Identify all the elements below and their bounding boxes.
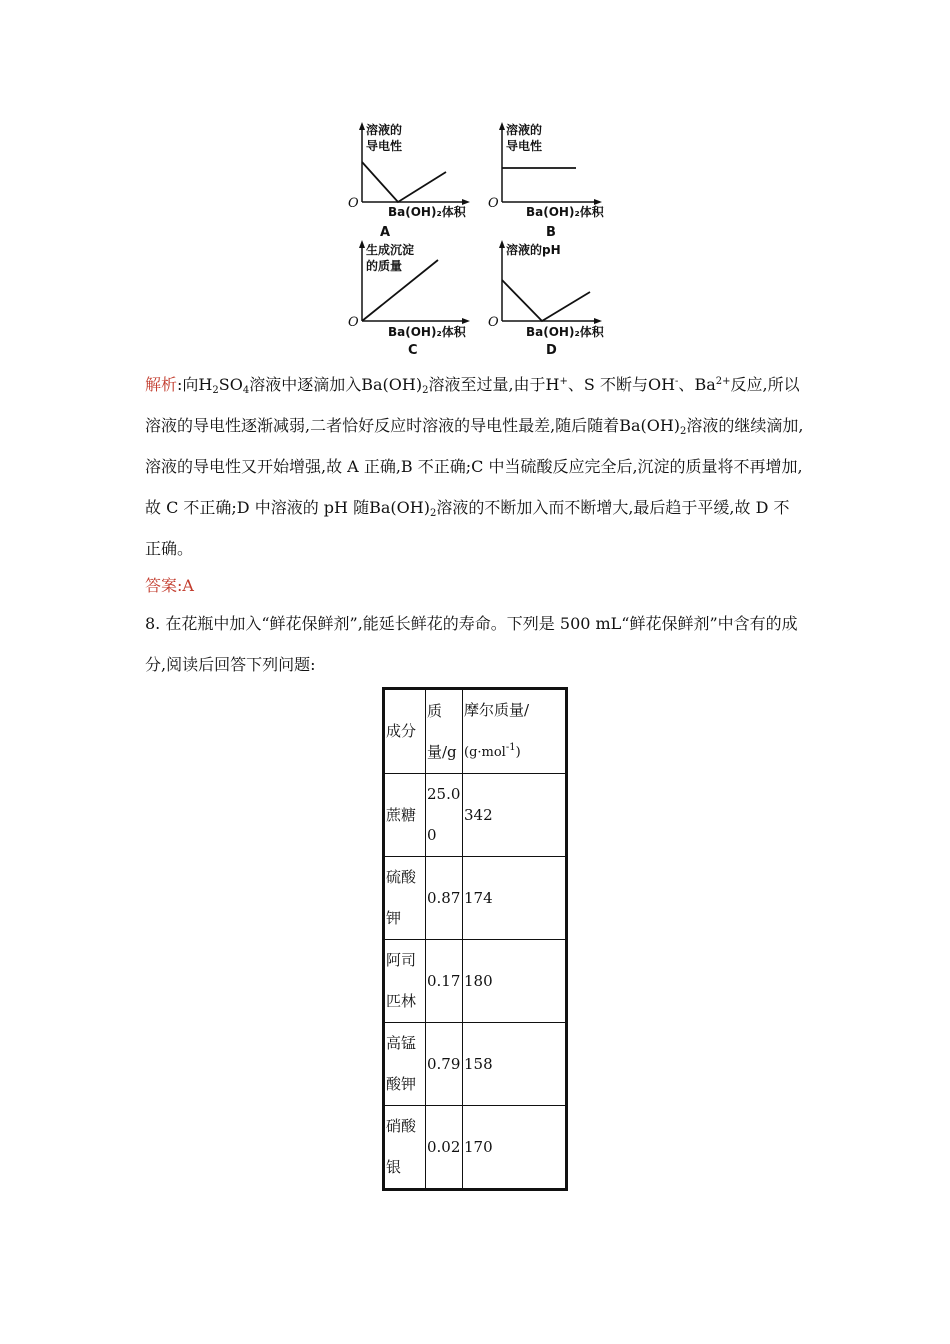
- graph-d: [488, 242, 605, 358]
- formula-subscript: 2: [422, 385, 429, 396]
- graph-c-ylabel-2: 的质量: [366, 259, 403, 273]
- ion-charge: 2+: [715, 376, 731, 387]
- header-mass: 质量/g: [426, 689, 463, 774]
- analysis-text: 溶液的继续滴加,溶液的导电性又开始增强,故 A 正确,B 不正确;C 中当硫酸反应完全后,沉淀的质量将不再增加,故 C 不正确;D 中溶液的 pH 随: [145, 416, 804, 517]
- analysis-text: 溶液的不断加入而不断增大,最后趋于平缓,故 D 不正确。: [145, 498, 790, 558]
- graph-d-caption: D: [546, 343, 557, 358]
- graph-d-curve: [502, 280, 590, 321]
- graph-a-xlabel: Ba(OH)₂体积: [388, 205, 466, 219]
- table-row: [384, 1023, 567, 1106]
- header-molar-mass: [463, 689, 567, 774]
- ion-charge: +: [559, 376, 568, 387]
- graph-a-curve: [362, 162, 446, 202]
- formula-h2so4: SO: [218, 375, 243, 394]
- analysis-text: :向: [177, 375, 199, 394]
- unit-exponent: -1: [505, 742, 516, 753]
- graph-a-origin: O: [348, 196, 359, 211]
- formula-subscript: 2: [680, 426, 687, 437]
- formula-baoh2: Ba(OH): [619, 416, 681, 435]
- cell-name: 硝酸银: [384, 1106, 426, 1190]
- cell-name: 硫酸钾: [384, 857, 426, 940]
- formula-subscript: 2: [429, 508, 437, 519]
- analysis-text: 溶液中逐滴加入: [249, 375, 362, 394]
- graph-a: [348, 122, 467, 240]
- analysis-text: 溶液至过量,由于: [428, 375, 546, 394]
- table-row: [384, 940, 567, 1023]
- graph-c-xlabel: Ba(OH)₂体积: [388, 325, 466, 339]
- table-row: [384, 774, 567, 857]
- graph-a-ylabel-1: 溶液的: [366, 123, 403, 137]
- analysis-text: 反应,所以溶液的导电性逐渐减弱,二者恰好反应时溶液的导电性最差,随后随着: [145, 375, 800, 435]
- question-8: 8. 在花瓶中加入“鲜花保鲜剂”,能延长鲜花的寿命。下列是 500 mL“鲜花保鲜剂”中含有的成分,阅读后回答下列问题:: [145, 614, 798, 674]
- graph-b-ylabel-2: 导电性: [506, 139, 543, 153]
- formula-baoh2: Ba(OH): [369, 498, 430, 517]
- graph-b-caption: B: [546, 225, 556, 240]
- ion-ba: Ba: [694, 375, 716, 394]
- unit-text: (g·mol: [464, 745, 506, 760]
- answer-line: [145, 567, 805, 605]
- unit-close: ): [515, 745, 521, 760]
- cell-mass: 0.02: [426, 1106, 463, 1190]
- cell-mass: 0.79: [426, 1023, 463, 1106]
- cell-molar: 170: [463, 1106, 567, 1190]
- answer-choice-graphs: [340, 118, 610, 358]
- ingredient-table: [382, 687, 568, 1191]
- choice-graphs-figure: [340, 118, 610, 358]
- graph-b-xlabel: Ba(OH)₂体积: [526, 205, 604, 219]
- analysis-text: 、: [678, 375, 695, 394]
- graph-c-caption: C: [408, 343, 418, 358]
- graph-b-origin: O: [488, 196, 499, 211]
- header-component: 成分: [384, 689, 426, 774]
- formula-subscript: 4: [242, 385, 250, 396]
- table-row: [384, 1106, 567, 1190]
- graph-c-ylabel-1: 生成沉淀: [366, 243, 415, 257]
- answer-value: :A: [177, 576, 194, 595]
- cell-mass: 25.00: [426, 774, 463, 857]
- cell-molar: 180: [463, 940, 567, 1023]
- graph-a-caption: A: [380, 225, 391, 240]
- formula-baoh2: Ba(OH): [361, 375, 423, 394]
- formula-subscript: 2: [212, 385, 219, 396]
- cell-molar: 174: [463, 857, 567, 940]
- graph-b-ylabel-1: 溶液的: [506, 123, 543, 137]
- table-header-row: [384, 689, 567, 774]
- table-row: [384, 857, 567, 940]
- cell-name: 高锰酸钾: [384, 1023, 426, 1106]
- cell-mass: 0.87: [426, 857, 463, 940]
- graph-d-ylabel-1: 溶液的pH: [506, 243, 561, 257]
- ion-charge: -: [675, 376, 679, 387]
- cell-name: 蔗糖: [384, 774, 426, 857]
- ion-oh: OH: [647, 375, 676, 394]
- formula-h2so4: H: [198, 375, 213, 394]
- graph-b: [488, 122, 605, 240]
- cell-mass: 0.17: [426, 940, 463, 1023]
- analysis-label: 解析: [145, 375, 178, 394]
- cell-molar: 158: [463, 1023, 567, 1106]
- graph-d-xlabel: Ba(OH)₂体积: [526, 325, 604, 339]
- cell-name: 阿司匹林: [384, 940, 426, 1023]
- header-molar-mass-text: 摩尔质量/: [464, 701, 530, 719]
- answer-label: 答案: [145, 576, 178, 595]
- graph-d-origin: O: [488, 315, 499, 330]
- graph-a-ylabel-2: 导电性: [366, 139, 403, 153]
- ion-h: H: [545, 375, 560, 394]
- analysis-paragraph: [145, 364, 805, 569]
- cell-molar: 342: [463, 774, 567, 857]
- header-molar-mass-unit: [464, 742, 521, 760]
- analysis-text: 、S 不断与: [567, 375, 648, 394]
- graph-c-origin: O: [348, 315, 359, 330]
- graph-c: [348, 242, 467, 358]
